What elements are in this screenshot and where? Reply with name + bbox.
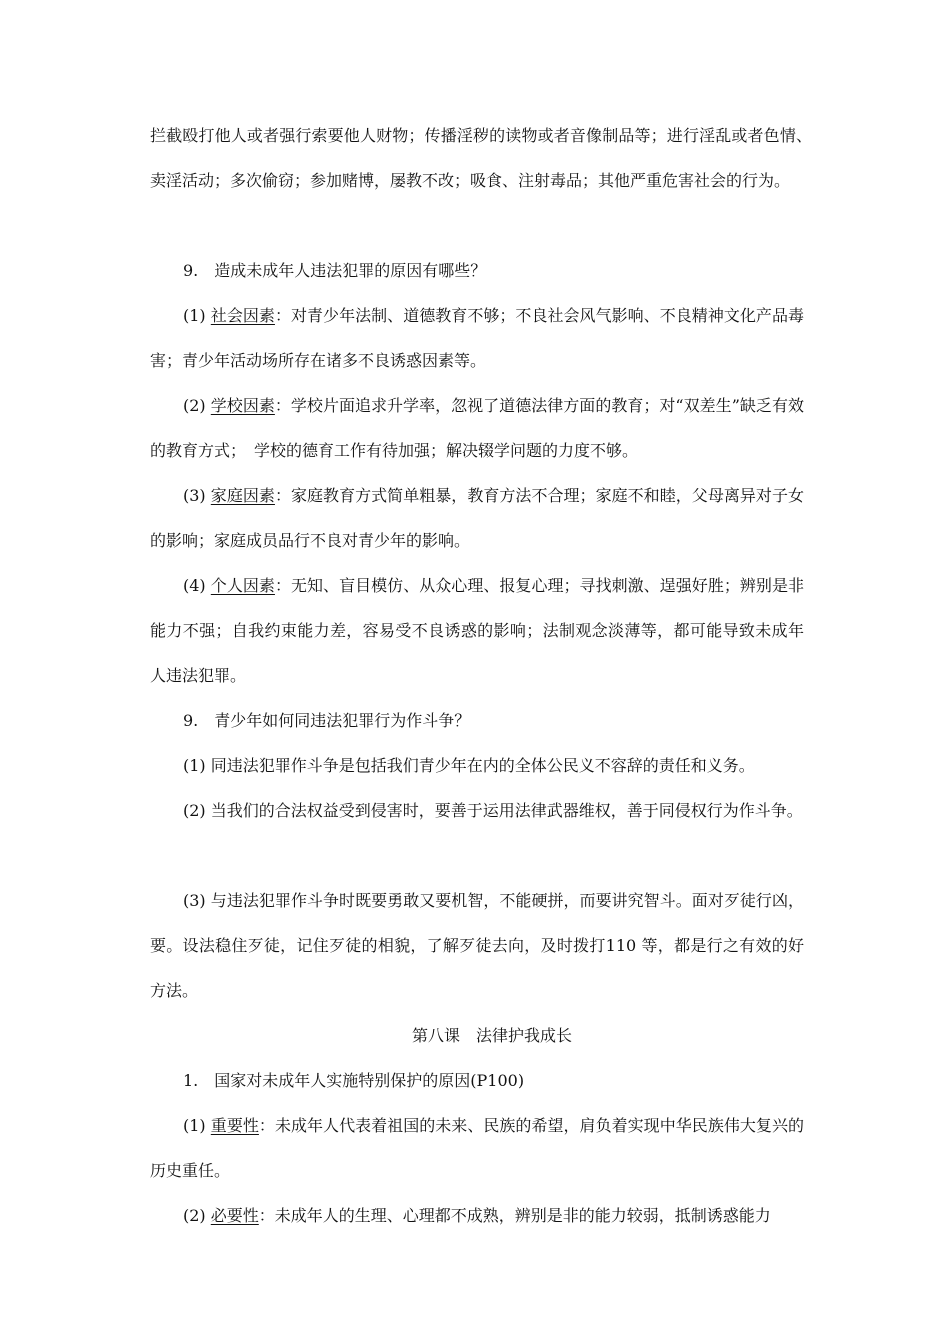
item-importance [150, 1103, 804, 1193]
question-9-causes [150, 248, 804, 293]
item-text: ：未成年人的生理、心理都不成熟，辨别是非的能力较弱，抵制诱惑能力 [258, 1206, 771, 1225]
item-number: (1) [183, 306, 206, 325]
item-number: (3) [183, 486, 206, 505]
question-label: 9. 造成未成年人违法犯罪的原因有哪些？ [183, 261, 487, 280]
item-personal-factors [150, 563, 804, 698]
item-school-factors [150, 383, 804, 473]
item-number: (1) [183, 1116, 206, 1135]
item-term: 社会因素 [210, 306, 275, 325]
item-number: (4) [183, 576, 206, 595]
paragraph-text: 拦截殴打他人或者强行索要他人财物；传播淫秽的读物或者音像制品等；进行淫乱或者色情、 卖淫活动；多次偷窃；参加赌博，屡教不改；吸食、注射毒品；其他严重危害社会的行为。 [150, 126, 821, 190]
lesson-title: 第八课 法律护我成长 [411, 1026, 572, 1045]
item-number: (3) [183, 891, 206, 910]
question-label: 9. 青少年如何同违法犯罪行为作斗争？ [183, 711, 471, 730]
question-label: 1. 国家对未成年人实施特别保护的原因(P100) [183, 1071, 525, 1090]
question-9-fight-crime [150, 698, 804, 743]
item-text: ：未成年人代表着祖国的未来、民族的希望，肩负着实现中华民族伟大复兴的历史重任。 [150, 1116, 804, 1180]
paragraph-harmful-behaviors [150, 113, 821, 203]
question-1-special-protection [150, 1058, 804, 1103]
item-term: 学校因素 [210, 396, 275, 415]
item-text: 与违法犯罪作斗争时既要勇敢又要机智，不能硬拼，而要讲究智斗。面对歹徒行凶，要。设法稳住歹徒，记住歹徒的相貌，了解歹徒去向，及时拨打110 等，都是行之有效的好方法。 [150, 891, 804, 1000]
item-term: 个人因素 [210, 576, 275, 595]
item-text: ：学校片面追求升学率，忽视了道德法律方面的教育；对“双差生”缺乏有效的教育方式； 学校的德育工作有待加强；解决辍学问题的力度不够。 [150, 396, 804, 460]
item-family-factors [150, 473, 804, 563]
lesson-heading [150, 1013, 804, 1058]
item-fight-rights [150, 788, 804, 833]
item-number: (1) [183, 756, 206, 775]
item-number: (2) [183, 396, 206, 415]
item-term: 家庭因素 [210, 486, 275, 505]
item-number: (2) [183, 801, 206, 820]
item-term: 重要性 [210, 1116, 259, 1135]
item-text: 同违法犯罪作斗争是包括我们青少年在内的全体公民义不容辞的责任和义务。 [210, 756, 755, 775]
item-social-factors [150, 293, 804, 383]
item-term: 必要性 [210, 1206, 259, 1225]
item-text: 当我们的合法权益受到侵害时，要善于运用法律武器维权，善于同侵权行为作斗争。 [210, 801, 803, 820]
item-text: ：无知、盲目模仿、从众心理、报复心理；寻找刺激、逞强好胜；辨别是非能力不强；自我约束能力差，容易受不良诱惑的影响；法制观念淡薄等，都可能导致未成年人违法犯罪。 [150, 576, 804, 685]
item-text: ：家庭教育方式简单粗暴，教育方法不合理；家庭不和睦，父母离异对子女的影响；家庭成员品行不良对青少年的影响。 [150, 486, 804, 550]
item-necessity [150, 1193, 804, 1238]
item-fight-wisdom [150, 878, 804, 1013]
item-fight-duty [150, 743, 804, 788]
item-number: (2) [183, 1206, 206, 1225]
item-text: ：对青少年法制、道德教育不够；不良社会风气影响、不良精神文化产品毒害；青少年活动场所存在诸多不良诱惑因素等。 [150, 306, 804, 370]
